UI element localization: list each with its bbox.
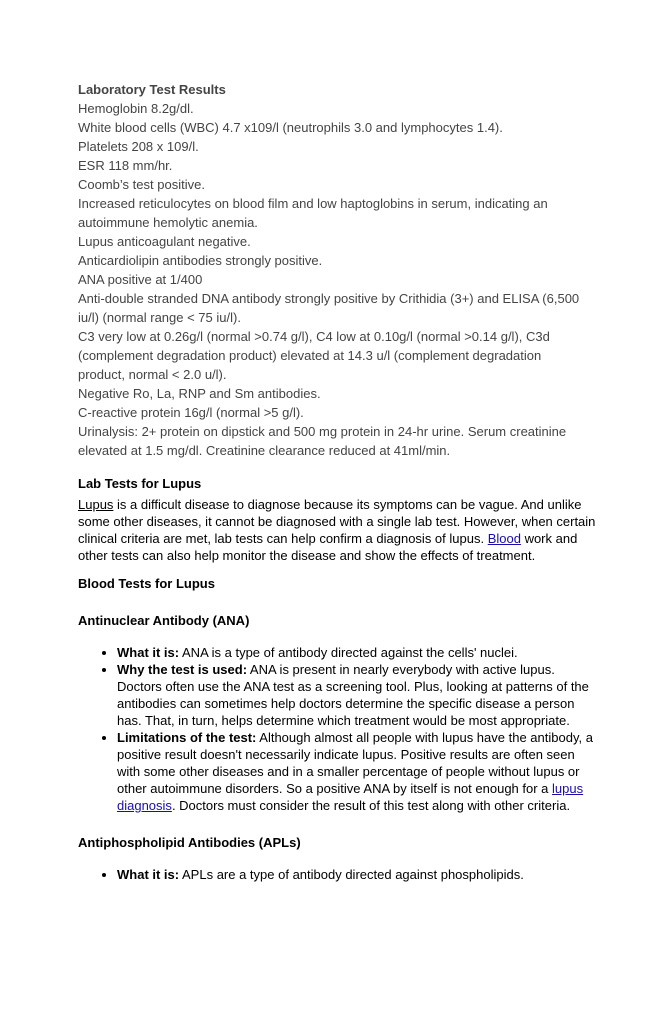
lab-line: White blood cells (WBC) 4.7 x109/l (neutrophils 3.0 and lymphocytes 1.4). bbox=[78, 120, 503, 135]
item-label: Limitations of the test: bbox=[117, 730, 257, 745]
item-label: Why the test is used: bbox=[117, 662, 248, 677]
lab-line: ANA positive at 1/400 bbox=[78, 272, 203, 287]
intro-paragraph bbox=[78, 496, 598, 564]
apl-heading: Antiphospholipid Antibodies (APLs) bbox=[78, 835, 301, 850]
lab-line: Increased reticulocytes on blood film and low haptoglobins in serum, indicating an bbox=[78, 196, 548, 211]
item-text: Although almost all people with lupus have the antibody, a positive result doesn't necessarily indicate lupus. Positive results are often seen with some other diseases and in a smaller percentage of people without lupus or other autoimmune disorders. So a positive ANA by itself is not enough for a bbox=[117, 730, 593, 796]
lab-results-title: Laboratory Test Results bbox=[78, 82, 226, 97]
intro-text: is a difficult disease to diagnose because its symptoms can be vague. And unlike some other diseases, it cannot be diagnosed with a single lab test. However, when certain clinical criteria are met, lab tests can help confirm a diagnosis of lupus. bbox=[78, 497, 596, 546]
lab-line: C-reactive protein 16g/l (normal >5 g/l). bbox=[78, 405, 304, 420]
list-item bbox=[117, 644, 598, 661]
lab-line: Platelets 208 x 109/l. bbox=[78, 139, 199, 154]
ana-list bbox=[78, 644, 598, 814]
item-text: APLs are a type of antibody directed against phospholipids. bbox=[179, 867, 524, 882]
lupus-diagnosis-link[interactable]: lupus diagnosis bbox=[117, 781, 584, 813]
item-label: What it is: bbox=[117, 867, 180, 882]
lab-line: Coomb’s test positive. bbox=[78, 177, 205, 192]
lupus-link[interactable]: Lupus bbox=[78, 497, 114, 512]
lupus-article bbox=[78, 475, 598, 883]
item-text: ANA is a type of antibody directed against the cells' nuclei. bbox=[179, 645, 518, 660]
lab-line: Lupus anticoagulant negative. bbox=[78, 234, 251, 249]
list-item bbox=[117, 661, 598, 729]
lab-line: (complement degradation product) elevated at 14.3 u/l (complement degradation bbox=[78, 348, 542, 363]
lab-line: Urinalysis: 2+ protein on dipstick and 500 mg protein in 24-hr urine. Serum creatinine bbox=[78, 424, 567, 439]
item-label: What it is: bbox=[117, 645, 180, 660]
blood-tests-heading: Blood Tests for Lupus bbox=[78, 576, 215, 591]
lab-line: C3 very low at 0.26g/l (normal >0.74 g/l), C4 low at 0.10g/l (normal >0.14 g/l), C3d bbox=[78, 329, 550, 344]
lab-line: elevated at 1.5 mg/dl. Creatinine clearance reduced at 41ml/min. bbox=[78, 443, 451, 458]
lab-line: ESR 118 mm/hr. bbox=[78, 158, 173, 173]
lab-line: Negative Ro, La, RNP and Sm antibodies. bbox=[78, 386, 321, 401]
item-text: ANA is present in nearly everybody with active lupus. Doctors often use the ANA test as a screening tool. Plus, looking at patterns of the antibodies can sometimes help doctors determine the specific disease a person has. That, in turn, helps determine which treatment would be most appropriate. bbox=[117, 662, 589, 728]
apl-list bbox=[78, 866, 598, 883]
ana-heading: Antinuclear Antibody (ANA) bbox=[78, 613, 250, 628]
lab-line: Anti-double stranded DNA antibody strongly positive by Crithidia (3+) and ELISA (6,500 bbox=[78, 291, 580, 306]
lab-tests-heading: Lab Tests for Lupus bbox=[78, 476, 202, 491]
intro-text: work and other tests can also help monitor the disease and show the effects of treatment. bbox=[78, 531, 578, 563]
blood-link[interactable]: Blood bbox=[487, 531, 521, 546]
lab-line: iu/l) (normal range < 75 iu/l). bbox=[78, 310, 241, 325]
list-item bbox=[117, 729, 598, 814]
lab-line: Hemoglobin 8.2g/dl. bbox=[78, 101, 194, 116]
lab-line: autoimmune hemolytic anemia. bbox=[78, 215, 258, 230]
lab-results-section bbox=[78, 80, 598, 460]
list-item bbox=[117, 866, 598, 883]
lab-line: product, normal < 2.0 u/l). bbox=[78, 367, 227, 382]
item-text: . Doctors must consider the result of this test along with other criteria. bbox=[171, 798, 571, 813]
lab-line: Anticardiolipin antibodies strongly positive. bbox=[78, 253, 323, 268]
